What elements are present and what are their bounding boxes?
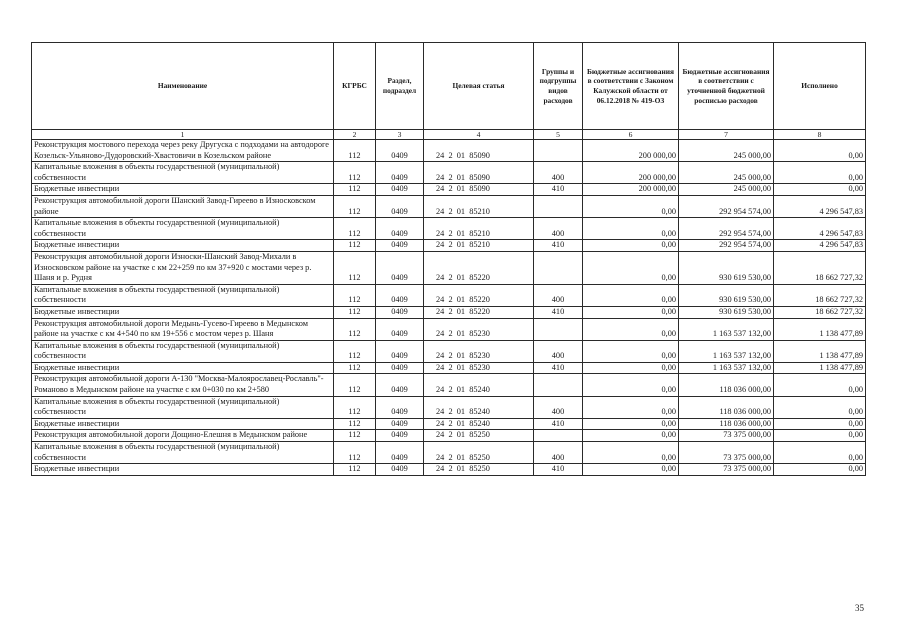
row-executed-cell: 18 662 727,32 (774, 251, 866, 284)
row-expense-group-cell: 410 (534, 362, 583, 374)
row-law-allocation-cell: 0,00 (583, 464, 679, 476)
table-row (32, 306, 866, 318)
header-executed: Исполнено (774, 43, 866, 130)
row-law-allocation-cell: 0,00 (583, 240, 679, 252)
row-expense-group-cell (534, 195, 583, 217)
row-target-article-cell: 24 2 01 85230 (424, 318, 534, 340)
row-refined-allocation-cell: 245 000,00 (679, 140, 774, 162)
row-kgrbs-cell: 112 (334, 362, 376, 374)
row-kgrbs-cell: 112 (334, 184, 376, 196)
header-target-article: Целевая статья (424, 43, 534, 130)
header-name: Наименование (32, 43, 334, 130)
row-section-cell: 0409 (376, 442, 424, 464)
row-name-cell: Бюджетные инвестиции (32, 464, 334, 476)
row-expense-group-cell: 400 (534, 218, 583, 240)
row-section-cell: 0409 (376, 284, 424, 306)
row-name-cell: Капитальные вложения в объекты государственной (муниципальной) собственности (32, 162, 334, 184)
row-executed-cell: 4 296 547,83 (774, 195, 866, 217)
header-refined-allocations: Бюджетные ассигнования в соответствии с уточненной бюджетной росписью расходов (679, 43, 774, 130)
table-row (32, 340, 866, 362)
table-row (32, 362, 866, 374)
row-executed-cell: 0,00 (774, 430, 866, 442)
column-number: 4 (424, 130, 534, 140)
row-refined-allocation-cell: 292 954 574,00 (679, 218, 774, 240)
row-executed-cell: 1 138 477,89 (774, 340, 866, 362)
column-number: 7 (679, 130, 774, 140)
row-expense-group-cell (534, 374, 583, 396)
header-kgrbs: КГРБС (334, 43, 376, 130)
row-section-cell: 0409 (376, 418, 424, 430)
row-target-article-cell: 24 2 01 85210 (424, 218, 534, 240)
row-refined-allocation-cell: 930 619 530,00 (679, 251, 774, 284)
row-section-cell: 0409 (376, 195, 424, 217)
row-executed-cell: 0,00 (774, 442, 866, 464)
row-refined-allocation-cell: 73 375 000,00 (679, 430, 774, 442)
row-kgrbs-cell: 112 (334, 442, 376, 464)
row-target-article-cell: 24 2 01 85240 (424, 374, 534, 396)
row-refined-allocation-cell: 118 036 000,00 (679, 418, 774, 430)
column-number: 2 (334, 130, 376, 140)
row-target-article-cell: 24 2 01 85220 (424, 251, 534, 284)
table-row (32, 464, 866, 476)
header-section: Раздел, подраздел (376, 43, 424, 130)
row-refined-allocation-cell: 930 619 530,00 (679, 284, 774, 306)
row-law-allocation-cell: 0,00 (583, 362, 679, 374)
row-executed-cell: 4 296 547,83 (774, 240, 866, 252)
row-law-allocation-cell: 200 000,00 (583, 162, 679, 184)
row-law-allocation-cell: 0,00 (583, 218, 679, 240)
row-target-article-cell: 24 2 01 85240 (424, 418, 534, 430)
row-kgrbs-cell: 112 (334, 195, 376, 217)
row-kgrbs-cell: 112 (334, 284, 376, 306)
row-executed-cell: 0,00 (774, 374, 866, 396)
row-expense-group-cell (534, 430, 583, 442)
row-refined-allocation-cell: 245 000,00 (679, 184, 774, 196)
row-name-cell: Реконструкция автомобильной дороги Дощино-Елешня в Медынском районе (32, 430, 334, 442)
column-number: 8 (774, 130, 866, 140)
header-law-allocations: Бюджетные ассигнования в соответствии с Законом Калужской области от 06.12.2018 № 419-ОЗ (583, 43, 679, 130)
table-row (32, 251, 866, 284)
row-expense-group-cell: 410 (534, 306, 583, 318)
row-executed-cell: 0,00 (774, 418, 866, 430)
row-name-cell: Капитальные вложения в объекты государственной (муниципальной) собственности (32, 396, 334, 418)
table-row (32, 240, 866, 252)
column-number: 5 (534, 130, 583, 140)
row-section-cell: 0409 (376, 240, 424, 252)
row-target-article-cell: 24 2 01 85250 (424, 442, 534, 464)
row-kgrbs-cell: 112 (334, 218, 376, 240)
row-executed-cell: 0,00 (774, 184, 866, 196)
row-refined-allocation-cell: 73 375 000,00 (679, 464, 774, 476)
table-row (32, 374, 866, 396)
row-name-cell: Бюджетные инвестиции (32, 418, 334, 430)
row-target-article-cell: 24 2 01 85090 (424, 162, 534, 184)
table-row (32, 430, 866, 442)
table-row (32, 442, 866, 464)
row-refined-allocation-cell: 118 036 000,00 (679, 396, 774, 418)
column-number: 1 (32, 130, 334, 140)
row-kgrbs-cell: 112 (334, 374, 376, 396)
row-expense-group-cell: 410 (534, 464, 583, 476)
table-body (32, 140, 866, 476)
row-law-allocation-cell: 0,00 (583, 306, 679, 318)
row-name-cell: Капитальные вложения в объекты государственной (муниципальной) собственности (32, 284, 334, 306)
row-name-cell: Реконструкция автомобильной дороги А-130 "Москва-Малоярославец-Рославль"-Романово в Медынском районе на участке с км 0+030 по км 2+580 (32, 374, 334, 396)
table-row (32, 396, 866, 418)
row-law-allocation-cell: 200 000,00 (583, 140, 679, 162)
row-target-article-cell: 24 2 01 85210 (424, 195, 534, 217)
row-refined-allocation-cell: 73 375 000,00 (679, 442, 774, 464)
row-executed-cell: 4 296 547,83 (774, 218, 866, 240)
row-executed-cell: 18 662 727,32 (774, 284, 866, 306)
row-law-allocation-cell: 0,00 (583, 284, 679, 306)
row-target-article-cell: 24 2 01 85220 (424, 284, 534, 306)
row-section-cell: 0409 (376, 318, 424, 340)
row-target-article-cell: 24 2 01 85250 (424, 430, 534, 442)
table-row (32, 162, 866, 184)
row-executed-cell: 0,00 (774, 162, 866, 184)
table-row (32, 318, 866, 340)
row-refined-allocation-cell: 1 163 537 132,00 (679, 340, 774, 362)
row-expense-group-cell: 400 (534, 162, 583, 184)
row-section-cell: 0409 (376, 396, 424, 418)
row-kgrbs-cell: 112 (334, 318, 376, 340)
row-law-allocation-cell: 0,00 (583, 195, 679, 217)
row-name-cell: Реконструкция автомобильной дороги Шанский Завод-Гиреево в Износковском районе (32, 195, 334, 217)
row-name-cell: Бюджетные инвестиции (32, 184, 334, 196)
row-executed-cell: 0,00 (774, 140, 866, 162)
row-name-cell: Капитальные вложения в объекты государственной (муниципальной) собственности (32, 340, 334, 362)
column-number: 3 (376, 130, 424, 140)
column-number-row (32, 130, 866, 140)
row-kgrbs-cell: 112 (334, 162, 376, 184)
header-expense-groups: Группы и подгруппы видов расходов (534, 43, 583, 130)
row-section-cell: 0409 (376, 162, 424, 184)
row-expense-group-cell (534, 318, 583, 340)
row-law-allocation-cell: 0,00 (583, 442, 679, 464)
row-target-article-cell: 24 2 01 85220 (424, 306, 534, 318)
row-expense-group-cell (534, 140, 583, 162)
budget-table (31, 42, 866, 476)
table-row (32, 184, 866, 196)
row-kgrbs-cell: 112 (334, 418, 376, 430)
row-law-allocation-cell: 0,00 (583, 374, 679, 396)
row-kgrbs-cell: 112 (334, 306, 376, 318)
row-section-cell: 0409 (376, 430, 424, 442)
row-law-allocation-cell: 0,00 (583, 430, 679, 442)
row-refined-allocation-cell: 1 163 537 132,00 (679, 318, 774, 340)
table-row (32, 418, 866, 430)
row-section-cell: 0409 (376, 306, 424, 318)
row-law-allocation-cell: 0,00 (583, 251, 679, 284)
row-law-allocation-cell: 0,00 (583, 418, 679, 430)
row-expense-group-cell: 410 (534, 240, 583, 252)
row-refined-allocation-cell: 930 619 530,00 (679, 306, 774, 318)
row-kgrbs-cell: 112 (334, 251, 376, 284)
row-expense-group-cell: 400 (534, 442, 583, 464)
row-kgrbs-cell: 112 (334, 396, 376, 418)
row-expense-group-cell (534, 251, 583, 284)
row-expense-group-cell: 400 (534, 284, 583, 306)
row-executed-cell: 18 662 727,32 (774, 306, 866, 318)
row-law-allocation-cell: 0,00 (583, 340, 679, 362)
row-name-cell: Реконструкция автомобильной дороги Медынь-Гусево-Гиреево в Медынском районе на участке с км 4+540 по км 19+556 с мостом через р. Шаня (32, 318, 334, 340)
row-target-article-cell: 24 2 01 85210 (424, 240, 534, 252)
row-target-article-cell: 24 2 01 85230 (424, 340, 534, 362)
row-law-allocation-cell: 0,00 (583, 396, 679, 418)
row-section-cell: 0409 (376, 251, 424, 284)
row-kgrbs-cell: 112 (334, 464, 376, 476)
row-executed-cell: 0,00 (774, 464, 866, 476)
row-target-article-cell: 24 2 01 85090 (424, 184, 534, 196)
row-section-cell: 0409 (376, 218, 424, 240)
row-expense-group-cell: 410 (534, 418, 583, 430)
row-expense-group-cell: 400 (534, 396, 583, 418)
row-section-cell: 0409 (376, 374, 424, 396)
row-target-article-cell: 24 2 01 85090 (424, 140, 534, 162)
row-name-cell: Бюджетные инвестиции (32, 362, 334, 374)
row-expense-group-cell: 410 (534, 184, 583, 196)
row-section-cell: 0409 (376, 140, 424, 162)
row-name-cell: Капитальные вложения в объекты государственной (муниципальной) собственности (32, 442, 334, 464)
row-kgrbs-cell: 112 (334, 430, 376, 442)
table-row (32, 140, 866, 162)
row-section-cell: 0409 (376, 464, 424, 476)
row-name-cell: Бюджетные инвестиции (32, 306, 334, 318)
row-executed-cell: 1 138 477,89 (774, 318, 866, 340)
row-law-allocation-cell: 200 000,00 (583, 184, 679, 196)
row-target-article-cell: 24 2 01 85250 (424, 464, 534, 476)
row-refined-allocation-cell: 292 954 574,00 (679, 240, 774, 252)
row-section-cell: 0409 (376, 362, 424, 374)
header-row (32, 43, 866, 130)
row-refined-allocation-cell: 245 000,00 (679, 162, 774, 184)
column-number: 6 (583, 130, 679, 140)
table-row (32, 195, 866, 217)
row-law-allocation-cell: 0,00 (583, 318, 679, 340)
row-refined-allocation-cell: 1 163 537 132,00 (679, 362, 774, 374)
page-number: 35 (855, 603, 864, 613)
row-name-cell: Реконструкция мостового перехода через реку Другуска с подходами на автодороге Козельск-Ульяново-Дудоровский-Хвастовичи в Козельском районе (32, 140, 334, 162)
row-executed-cell: 1 138 477,89 (774, 362, 866, 374)
table-row (32, 218, 866, 240)
row-section-cell: 0409 (376, 340, 424, 362)
row-name-cell: Бюджетные инвестиции (32, 240, 334, 252)
row-kgrbs-cell: 112 (334, 340, 376, 362)
row-kgrbs-cell: 112 (334, 140, 376, 162)
row-kgrbs-cell: 112 (334, 240, 376, 252)
row-target-article-cell: 24 2 01 85230 (424, 362, 534, 374)
row-section-cell: 0409 (376, 184, 424, 196)
row-target-article-cell: 24 2 01 85240 (424, 396, 534, 418)
row-expense-group-cell: 400 (534, 340, 583, 362)
row-refined-allocation-cell: 118 036 000,00 (679, 374, 774, 396)
row-executed-cell: 0,00 (774, 396, 866, 418)
row-name-cell: Капитальные вложения в объекты государственной (муниципальной) собственности (32, 218, 334, 240)
row-name-cell: Реконструкция автомобильной дороги Износки-Шанский Завод-Михали в Износковском районе на участке с км 22+259 по км 37+920 с мостами через р. Шаня и р. Рудня (32, 251, 334, 284)
row-refined-allocation-cell: 292 954 574,00 (679, 195, 774, 217)
table-row (32, 284, 866, 306)
